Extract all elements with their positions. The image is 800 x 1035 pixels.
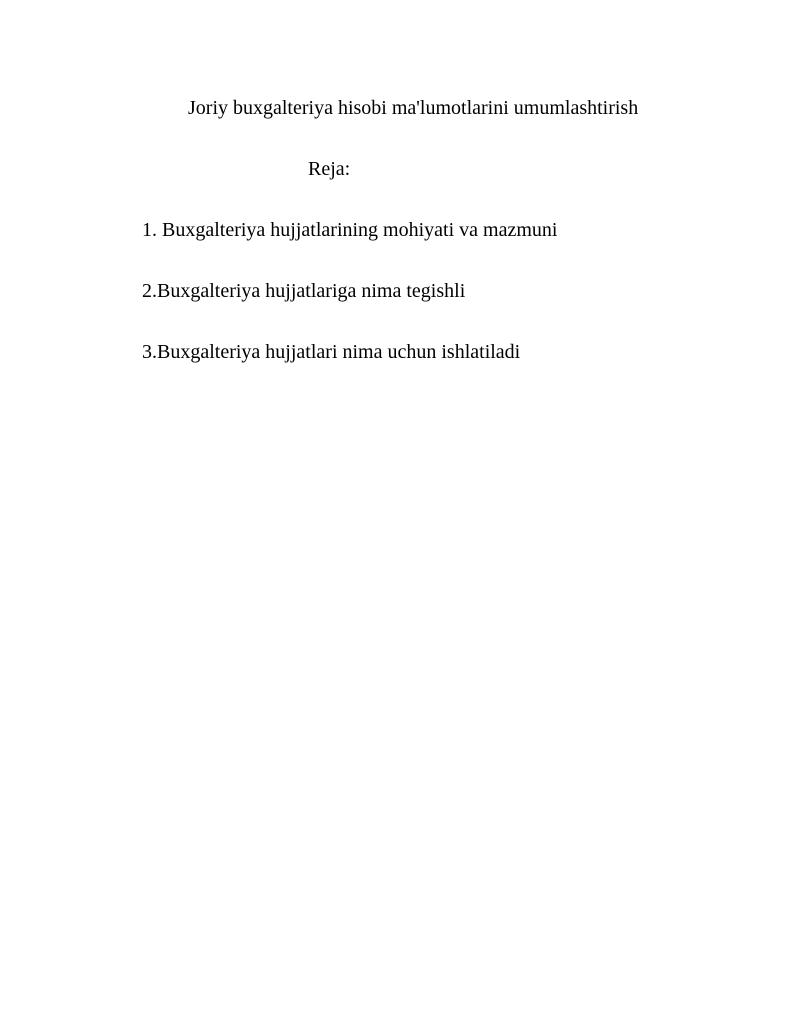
plan-item-1: 1. Buxgalteriya hujjatlarining mohiyati va mazmuni [142, 219, 558, 241]
document-title: Joriy buxgalteriya hisobi ma'lumotlarini umumlashtirish [188, 97, 639, 119]
plan-item-2: 2.Buxgalteriya hujjatlariga nima tegishli [142, 280, 466, 302]
plan-item-3: 3.Buxgalteriya hujjatlari nima uchun ishlatiladi [142, 341, 521, 363]
plan-heading: Reja: [308, 158, 351, 180]
